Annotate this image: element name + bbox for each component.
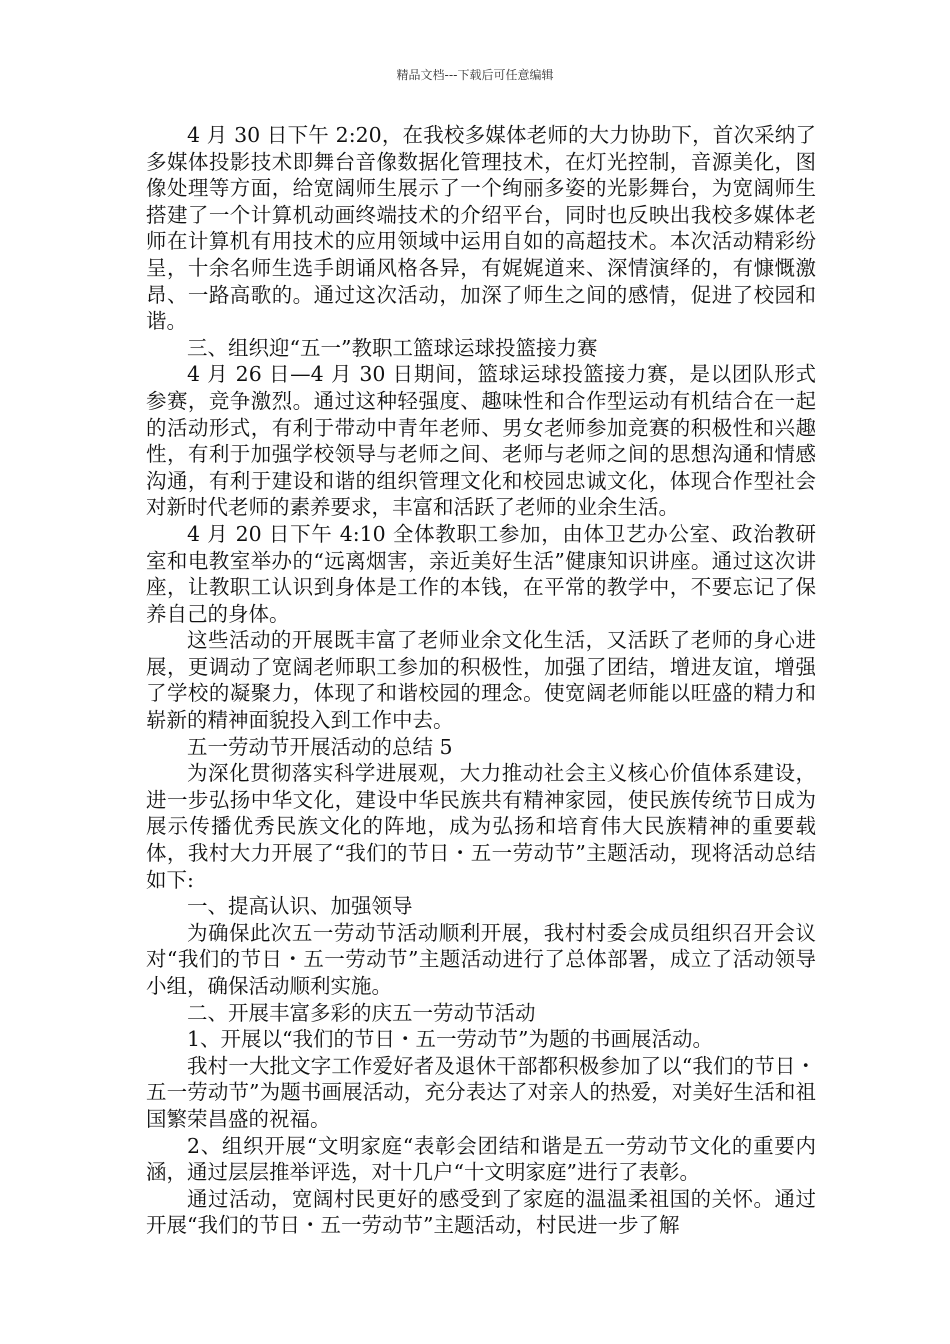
paragraph: 4 月 20 日下午 4:10 全体教职工参加，由体卫艺办公室、政治教研室和电教室举办的“远离烟害，亲近美好生活”健康知识讲座。通过这次讲座，让教职工认识到身体是工作的本钱，在平常的教学中，不要忘记了保养自己的身体。 [146, 521, 816, 626]
section-heading: 三、组织迎“五一”教职工篮球运球投篮接力赛 [187, 335, 598, 360]
section-heading: 五一劳动节开展活动的总结 5 [187, 734, 453, 759]
paragraph: 4 月 30 日下午 2:20，在我校多媒体老师的大力协助下，首次采纳了多媒体投影技术即舞台音像数据化管理技术，在灯光控制，音源美化，图像处理等方面，给宽阔师生展示了一个绚丽多姿的光影舞台，为宽阔师生搭建了一个计算机动画终端技术的介绍平台，同时也反映出我校多媒体老师在计算机有用技术的应用领域中运用自如的高超技术。本次活动精彩纷呈，十余名师生选手朗诵风格各异，有娓娓道来、深情演绎的，有慷慨激昂、一路高歌的。通过这次活动，加深了师生之间的感情，促进了校园和谐。 [146, 123, 816, 334]
section-heading: 二、开展丰富多彩的庆五一劳动节活动 [187, 1000, 536, 1025]
paragraph: 通过活动，宽阔村民更好的感受到了家庭的温温柔祖国的关怀。通过开展“我们的节日・五一劳动节”主题活动，村民进一步了解 [146, 1186, 816, 1238]
document-body [146, 122, 816, 1239]
paragraph: 2、组织开展“文明家庭“表彰会团结和谐是五一劳动节文化的重要内涵，通过层层推举评选，对十几户“十文明家庭”进行了表彰。 [146, 1133, 816, 1185]
section-heading: 一、提高认识、加强领导 [187, 894, 413, 919]
paragraph: 这些活动的开展既丰富了老师业余文化生活，又活跃了老师的身心进展，更调动了宽阔老师职工参加的积极性，加强了团结，增进友谊，增强了学校的凝聚力，体现了和谐校园的理念。使宽阔老师能以旺盛的精力和崭新的精神面貌投入到工作中去。 [146, 628, 816, 733]
paragraph: 为确保此次五一劳动节活动顺利开展，我村村委会成员组织召开会议对“我们的节日・五一劳动节”主题活动进行了总体部署，成立了活动领导小组，确保活动顺利实施。 [146, 920, 816, 998]
paragraph: 为深化贯彻落实科学进展观，大力推动社会主义核心价值体系建设，进一步弘扬中华文化，建设中华民族共有精神家园，使民族传统节日成为展示传播优秀民族文化的阵地，成为弘扬和培育伟大民族精神的重要载体，我村大力开展了“我们的节日・五一劳动节”主题活动，现将活动总结如下: [146, 761, 816, 892]
page-header: 精品文档---下载后可任意编辑 [396, 68, 554, 82]
paragraph: 我村一大批文字工作爱好者及退休干部都积极参加了以“我们的节日・五一劳动节”为题书画展活动，充分表达了对亲人的热爱，对美好生活和祖国繁荣昌盛的祝福。 [146, 1053, 816, 1131]
paragraph: 1、开展以“我们的节日・五一劳动节”为题的书画展活动。 [187, 1027, 714, 1052]
paragraph: 4 月 26 日—4 月 30 日期间，篮球运球投篮接力赛，是以团队形式参赛，竞争激烈。通过这种轻强度、趣味性和合作型运动有机结合在一起的活动形式，有利于带动中青年老师、男女老师参加竞赛的积极性和兴趣性，有利于加强学校领导与老师之间、老师与老师之间的思想沟通和情感沟通，有利于建设和谐的组织管理文化和校园忠诚文化，体现合作型社会对新时代老师的素养要求，丰富和活跃了老师的业余生活。 [146, 362, 816, 520]
